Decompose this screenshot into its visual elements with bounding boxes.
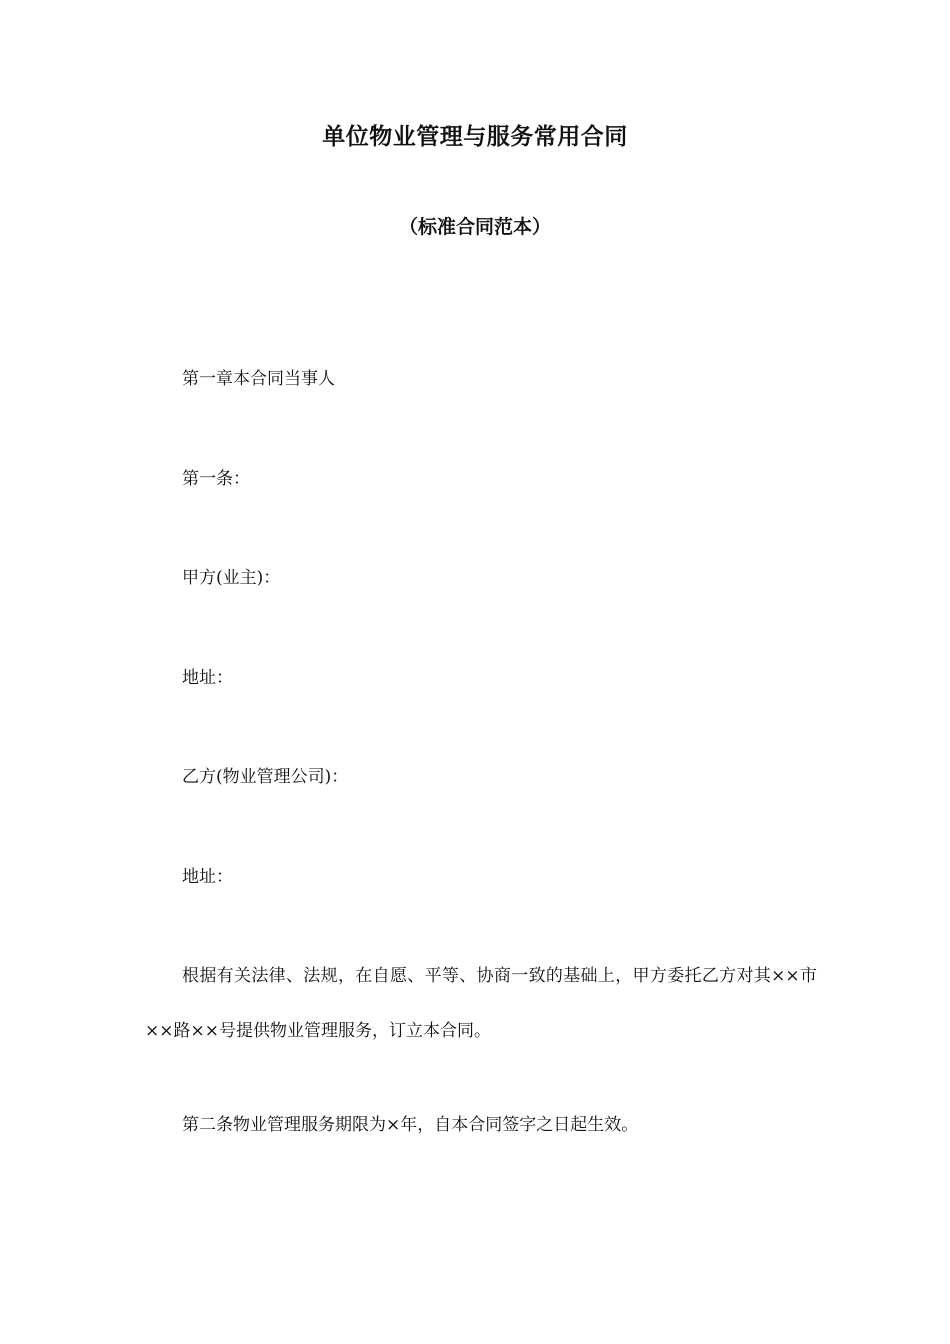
party-b-label: 乙方(物业管理公司)： — [182, 767, 349, 787]
party-a-label: 甲方(业主)： — [182, 568, 281, 588]
chapter-heading: 第一章本合同当事人 — [182, 369, 335, 389]
article-2-paragraph: 第二条物业管理服务期限为×年，自本合同签字之日起生效。 — [182, 1115, 639, 1135]
party-b-address-label: 地址： — [182, 867, 233, 887]
party-a-address-label: 地址： — [182, 668, 233, 688]
article-1-heading: 第一条： — [182, 469, 250, 489]
basis-paragraph: 根据有关法律、法规，在自愿、平等、协商一致的基础上，甲方委托乙方对其××市××路××号提供物业管理服务，订立本合同。 — [145, 966, 817, 1041]
document-title: 单位物业管理与服务常用合同 — [322, 124, 628, 150]
document-subtitle: （标准合同范本） — [398, 216, 551, 238]
